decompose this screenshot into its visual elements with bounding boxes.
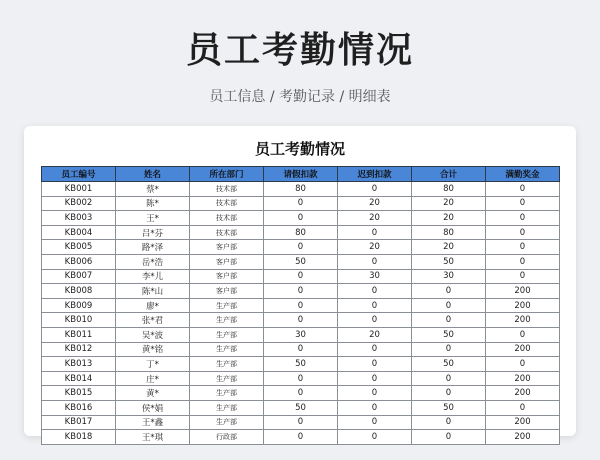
name-cell[interactable]: 吕*芬: [116, 225, 190, 240]
column-header[interactable]: 满勤奖金: [486, 167, 560, 182]
table-row: [42, 357, 560, 372]
employee-id-cell[interactable]: KB009: [42, 298, 116, 313]
table-row: [42, 430, 560, 445]
attendance-bonus-cell[interactable]: 0: [486, 240, 560, 255]
attendance-bonus-cell[interactable]: 200: [486, 284, 560, 299]
table-row: [42, 269, 560, 284]
name-cell[interactable]: 黄*: [116, 386, 190, 401]
late-deduction-cell[interactable]: 0: [338, 386, 412, 401]
table-row: [42, 225, 560, 240]
header-row: [42, 167, 560, 182]
late-deduction-cell[interactable]: 0: [338, 400, 412, 415]
total-cell[interactable]: 0: [412, 298, 486, 313]
late-deduction-cell[interactable]: 0: [338, 430, 412, 445]
employee-id-cell[interactable]: KB003: [42, 211, 116, 226]
employee-id-cell[interactable]: KB018: [42, 430, 116, 445]
total-cell[interactable]: 50: [412, 254, 486, 269]
department-cell[interactable]: 生产部: [190, 371, 264, 386]
late-deduction-cell[interactable]: 0: [338, 225, 412, 240]
department-cell[interactable]: 客户部: [190, 254, 264, 269]
employee-id-cell[interactable]: KB017: [42, 415, 116, 430]
leave-deduction-cell[interactable]: 0: [264, 298, 338, 313]
attendance-bonus-cell[interactable]: 0: [486, 196, 560, 211]
name-cell[interactable]: 路*泽: [116, 240, 190, 255]
department-cell[interactable]: 技术部: [190, 182, 264, 197]
page-title: 员工考勤情况: [185, 30, 414, 71]
table-row: [42, 371, 560, 386]
table-row: [42, 415, 560, 430]
employee-id-cell[interactable]: KB005: [42, 240, 116, 255]
late-deduction-cell[interactable]: 0: [338, 182, 412, 197]
employee-id-cell[interactable]: KB006: [42, 254, 116, 269]
department-cell[interactable]: 生产部: [190, 386, 264, 401]
table-row: [42, 327, 560, 342]
attendance-bonus-cell[interactable]: 0: [486, 400, 560, 415]
table-row: [42, 284, 560, 299]
department-cell[interactable]: 技术部: [190, 196, 264, 211]
leave-deduction-cell[interactable]: 50: [264, 254, 338, 269]
department-cell[interactable]: 行政部: [190, 430, 264, 445]
column-header[interactable]: 姓名: [116, 167, 190, 182]
total-cell[interactable]: 50: [412, 357, 486, 372]
late-deduction-cell[interactable]: 30: [338, 269, 412, 284]
department-cell[interactable]: 客户部: [190, 269, 264, 284]
table-row: [42, 386, 560, 401]
name-cell[interactable]: 岳*浩: [116, 254, 190, 269]
total-cell[interactable]: 30: [412, 269, 486, 284]
column-header[interactable]: 迟到扣款: [338, 167, 412, 182]
name-cell[interactable]: 王*: [116, 211, 190, 226]
total-cell[interactable]: 0: [412, 386, 486, 401]
total-cell[interactable]: 0: [412, 415, 486, 430]
late-deduction-cell[interactable]: 20: [338, 211, 412, 226]
table-row: [42, 254, 560, 269]
late-deduction-cell[interactable]: 0: [338, 342, 412, 357]
total-cell[interactable]: 0: [412, 430, 486, 445]
late-deduction-cell[interactable]: 0: [338, 357, 412, 372]
leave-deduction-cell[interactable]: 0: [264, 211, 338, 226]
employee-id-cell[interactable]: KB013: [42, 357, 116, 372]
total-cell[interactable]: 0: [412, 284, 486, 299]
attendance-bonus-cell[interactable]: 200: [486, 371, 560, 386]
leave-deduction-cell[interactable]: 0: [264, 284, 338, 299]
late-deduction-cell[interactable]: 0: [338, 254, 412, 269]
total-cell[interactable]: 20: [412, 211, 486, 226]
total-cell[interactable]: 0: [412, 371, 486, 386]
late-deduction-cell[interactable]: 20: [338, 240, 412, 255]
attendance-bonus-cell[interactable]: 200: [486, 313, 560, 328]
late-deduction-cell[interactable]: 0: [338, 371, 412, 386]
attendance-bonus-cell[interactable]: 0: [486, 269, 560, 284]
department-cell[interactable]: 生产部: [190, 415, 264, 430]
total-cell[interactable]: 50: [412, 400, 486, 415]
employee-id-cell[interactable]: KB004: [42, 225, 116, 240]
column-header[interactable]: 合计: [412, 167, 486, 182]
employee-id-cell[interactable]: KB011: [42, 327, 116, 342]
name-cell[interactable]: 庄*: [116, 371, 190, 386]
name-cell[interactable]: 王*鑫: [116, 415, 190, 430]
total-cell[interactable]: 80: [412, 225, 486, 240]
attendance-bonus-cell[interactable]: 200: [486, 430, 560, 445]
employee-id-cell[interactable]: KB012: [42, 342, 116, 357]
employee-id-cell[interactable]: KB010: [42, 313, 116, 328]
column-header[interactable]: 员工编号: [42, 167, 116, 182]
late-deduction-cell[interactable]: 0: [338, 313, 412, 328]
department-cell[interactable]: 生产部: [190, 313, 264, 328]
total-cell[interactable]: 20: [412, 240, 486, 255]
department-cell[interactable]: 生产部: [190, 298, 264, 313]
table-row: [42, 313, 560, 328]
attendance-bonus-cell[interactable]: 0: [486, 357, 560, 372]
table-row: [42, 211, 560, 226]
department-cell[interactable]: 客户部: [190, 240, 264, 255]
name-cell[interactable]: 丁*: [116, 357, 190, 372]
attendance-bonus-cell[interactable]: 0: [486, 211, 560, 226]
name-cell[interactable]: 蔡*: [116, 182, 190, 197]
employee-id-cell[interactable]: KB015: [42, 386, 116, 401]
late-deduction-cell[interactable]: 20: [338, 196, 412, 211]
leave-deduction-cell[interactable]: 0: [264, 240, 338, 255]
leave-deduction-cell[interactable]: 50: [264, 400, 338, 415]
column-header[interactable]: 请假扣款: [264, 167, 338, 182]
column-header[interactable]: 所在部门: [190, 167, 264, 182]
leave-deduction-cell[interactable]: 80: [264, 225, 338, 240]
table-row: [42, 196, 560, 211]
leave-deduction-cell[interactable]: 0: [264, 196, 338, 211]
attendance-bonus-cell[interactable]: 200: [486, 342, 560, 357]
name-cell[interactable]: 陈*山: [116, 284, 190, 299]
attendance-table: [41, 166, 560, 445]
table-row: [42, 342, 560, 357]
name-cell[interactable]: 黄*铭: [116, 342, 190, 357]
employee-id-cell[interactable]: KB014: [42, 371, 116, 386]
leave-deduction-cell[interactable]: 0: [264, 386, 338, 401]
employee-id-cell[interactable]: KB002: [42, 196, 116, 211]
table-row: [42, 182, 560, 197]
department-cell[interactable]: 生产部: [190, 327, 264, 342]
late-deduction-cell[interactable]: 0: [338, 284, 412, 299]
name-cell[interactable]: 张*君: [116, 313, 190, 328]
department-cell[interactable]: 技术部: [190, 211, 264, 226]
attendance-bonus-cell[interactable]: 0: [486, 225, 560, 240]
leave-deduction-cell[interactable]: 80: [264, 182, 338, 197]
employee-id-cell[interactable]: KB001: [42, 182, 116, 197]
name-cell[interactable]: 李*儿: [116, 269, 190, 284]
department-cell[interactable]: 技术部: [190, 225, 264, 240]
late-deduction-cell[interactable]: 20: [338, 327, 412, 342]
leave-deduction-cell[interactable]: 0: [264, 430, 338, 445]
attendance-bonus-cell[interactable]: 0: [486, 182, 560, 197]
leave-deduction-cell[interactable]: 30: [264, 327, 338, 342]
department-cell[interactable]: 生产部: [190, 342, 264, 357]
table-row: [42, 240, 560, 255]
total-cell[interactable]: 50: [412, 327, 486, 342]
name-cell[interactable]: 王*琪: [116, 430, 190, 445]
total-cell[interactable]: 20: [412, 196, 486, 211]
attendance-bonus-cell[interactable]: 200: [486, 415, 560, 430]
total-cell[interactable]: 80: [412, 182, 486, 197]
leave-deduction-cell[interactable]: 0: [264, 415, 338, 430]
employee-id-cell[interactable]: KB016: [42, 400, 116, 415]
table-row: [42, 400, 560, 415]
late-deduction-cell[interactable]: 0: [338, 298, 412, 313]
department-cell[interactable]: 生产部: [190, 357, 264, 372]
name-cell[interactable]: 廖*: [116, 298, 190, 313]
leave-deduction-cell[interactable]: 0: [264, 342, 338, 357]
department-cell[interactable]: 生产部: [190, 400, 264, 415]
attendance-bonus-cell[interactable]: 0: [486, 327, 560, 342]
name-cell[interactable]: 吴*波: [116, 327, 190, 342]
page-subtitle: 员工信息 / 考勤记录 / 明细表: [209, 89, 391, 105]
employee-id-cell[interactable]: KB008: [42, 284, 116, 299]
name-cell[interactable]: 侯*娟: [116, 400, 190, 415]
leave-deduction-cell[interactable]: 50: [264, 357, 338, 372]
table-body: [42, 182, 560, 445]
department-cell[interactable]: 客户部: [190, 284, 264, 299]
sheet-title: 员工考勤情况: [254, 140, 345, 158]
total-cell[interactable]: 0: [412, 342, 486, 357]
attendance-bonus-cell[interactable]: 200: [486, 298, 560, 313]
leave-deduction-cell[interactable]: 0: [264, 269, 338, 284]
name-cell[interactable]: 陈*: [116, 196, 190, 211]
total-cell[interactable]: 0: [412, 313, 486, 328]
spreadsheet-card: [24, 126, 576, 443]
table-row: [42, 298, 560, 313]
late-deduction-cell[interactable]: 0: [338, 415, 412, 430]
attendance-bonus-cell[interactable]: 0: [486, 254, 560, 269]
leave-deduction-cell[interactable]: 0: [264, 313, 338, 328]
table-container: [41, 166, 559, 445]
leave-deduction-cell[interactable]: 0: [264, 371, 338, 386]
employee-id-cell[interactable]: KB007: [42, 269, 116, 284]
attendance-bonus-cell[interactable]: 200: [486, 386, 560, 401]
